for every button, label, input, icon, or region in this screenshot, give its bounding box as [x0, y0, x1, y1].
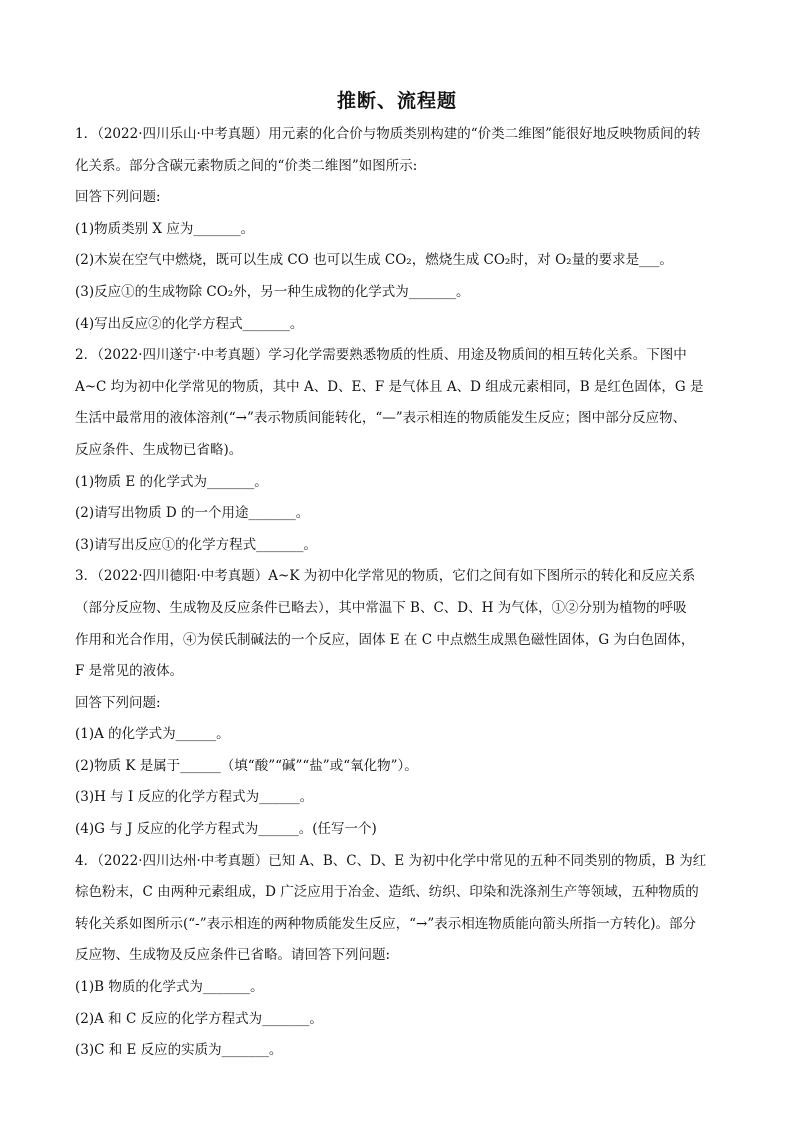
q2-line-3: 生活中最常用的液体溶剂(“→”表示物质间能转化，“—”表示相连的物质能发生反应；图中部分反应物、 — [75, 410, 687, 427]
q4-line-2: 棕色粉末，C 由两种元素组成，D 广泛应用于冶金、造纸、纺织、印染和洗涤剂生产等领域，五种物质的 — [75, 884, 699, 901]
q1-sub-4: (4)写出反应②的化学方程式_______。 — [75, 315, 304, 332]
q4-sub-1: (1)B 物质的化学式为_______。 — [75, 979, 264, 996]
q1-prompt: 回答下列问题: — [75, 189, 161, 206]
q4-line-4: 反应物、生成物及反应条件已省略。请回答下列问题: — [75, 947, 391, 964]
q4-sub-2: (2)A 和 C 反应的化学方程式为_______。 — [75, 1010, 323, 1027]
q3-sub-1: (1)A 的化学式为______。 — [75, 726, 230, 743]
q3-prompt: 回答下列问题: — [75, 694, 161, 711]
q2-sub-2: (2)请写出物质 D 的一个用途_______。 — [75, 505, 310, 522]
q2-sub-1: (1)物质 E 的化学式为_______。 — [75, 473, 268, 490]
page-title: 推断、流程题 — [336, 90, 457, 112]
question-content — [75, 124, 721, 1072]
q3-line-3: 作用和光合作用，④为侯氏制碱法的一个反应，固体 E 在 C 中点燃生成黑色磁性固体，G 为白色固体， — [75, 631, 695, 648]
q1-sub-3: (3)反应①的生成物除 CO₂外，另一种生成物的化学式为_______。 — [75, 283, 470, 300]
q1-line-2: 化关系。部分含碳元素物质之间的“价类二维图”如图所示: — [75, 157, 418, 174]
q3-line-1: 3．（2022·四川德阳·中考真题）A~K 为初中化学常见的物质，它们之间有如下图所示的转化和反应关系 — [75, 568, 696, 585]
q1-sub-1: (1)物质类别 X 应为_______。 — [75, 220, 255, 237]
q2-line-1: 2．（2022·四川遂宁·中考真题）学习化学需要熟悉物质的性质、用途及物质间的相互转化关系。下图中 — [75, 347, 687, 364]
q2-line-2: A~C 均为初中化学常见的物质，其中 A、D、E、F 是气体且 A、D 组成元素相同，B 是红色固体，G 是 — [75, 378, 704, 395]
q2-line-4: 反应条件、生成物已省略)。 — [75, 441, 243, 458]
q3-sub-4: (4)G 与 J 反应的化学方程式为______。(任写一个) — [75, 821, 377, 838]
q3-sub-3: (3)H 与 I 反应的化学方程式为______。 — [75, 789, 314, 806]
q1-line-1: 1．（2022·四川乐山·中考真题）用元素的化合价与物质类别构建的“价类二维图”能很好地反映物质间的转 — [75, 126, 701, 142]
q2-sub-3: (3)请写出反应①的化学方程式_______。 — [75, 536, 317, 553]
q3-sub-2: (2)物质 K 是属于______（填“酸”“碱”“盐”或“氧化物”）。 — [75, 757, 418, 774]
q4-line-1: 4．（2022·四川达州·中考真题）已知 A、B、C、D、E 为初中化学中常见的五种不同类别的物质，B 为红 — [75, 852, 707, 869]
q1-sub-2: (2)木炭在空气中燃烧，既可以生成 CO 也可以生成 CO₂，燃烧生成 CO₂时，对 O₂量的要求是___。 — [75, 252, 673, 269]
q3-line-2: （部分反应物、生成物及反应条件已略去），其中常温下 B、C、D、H 为气体，①②分别为植物的呼吸 — [75, 599, 687, 616]
q4-line-3: 转化关系如图所示(“-”表示相连的两种物质能发生反应，“→”表示相连物质能向箭头所指一方转化)。部分 — [75, 915, 697, 932]
q4-sub-3: (3)C 和 E 反应的实质为_______。 — [75, 1042, 283, 1059]
q3-line-4: F 是常见的液体。 — [75, 663, 184, 680]
